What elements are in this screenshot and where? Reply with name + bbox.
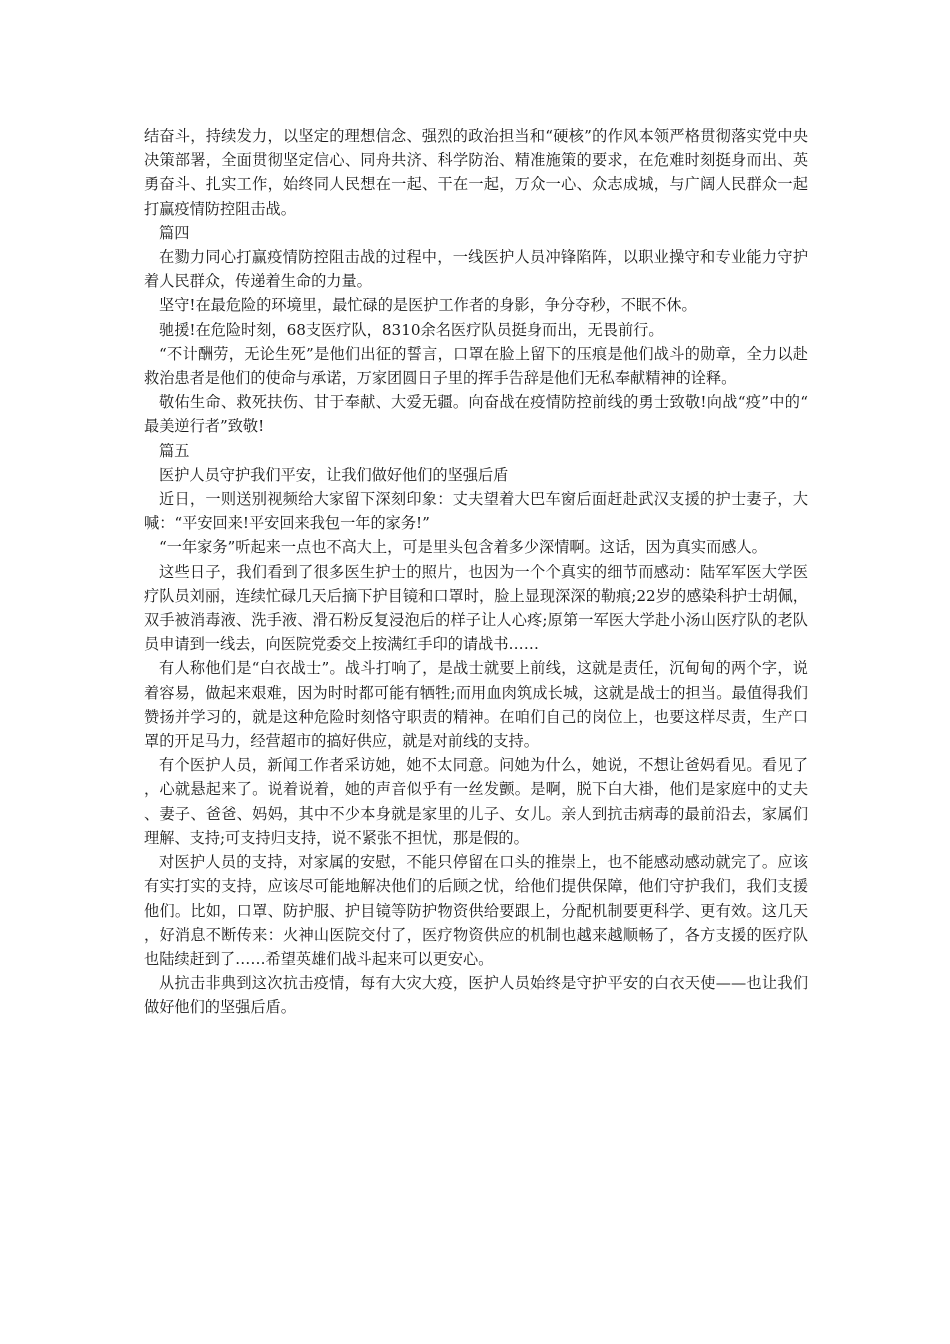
paragraph: 有个医护人员，新闻工作者采访她，她不太同意。问她为什么，她说，不想让爸妈看见。看见了，心就悬起来了。说着说着，她的声音似乎有一丝发颤。是啊，脱下白大褂，他们是家庭中的丈夫、妻子、爸爸、妈妈，其中不少本身就是家里的儿子、女儿。亲人到抗击病毒的最前沿去，家属们理解、支持;可支持归支持，说不紧张不担忧，那是假的。 [144,756,808,847]
paragraph: 从抗击非典到这次抗击疫情，每有大灾大疫，医护人员始终是守护平安的白衣天使——也让我们做好他们的坚强后盾。 [144,974,808,1017]
document-body [144,124,808,1020]
paragraph: 驰援!在危险时刻，68支医疗队，8310余名医疗队员挺身而出，无畏前行。 [159,320,664,339]
section-subtitle: 医护人员守护我们平安，让我们做好他们的坚强后盾 [159,465,509,484]
paragraph: “不计酬劳，无论生死”是他们出征的誓言，口罩在脸上留下的压痕是他们战斗的勋章，全力以赴救治患者是他们的使命与承诺，万家团圆日子里的挥手告辞是他们无私奉献精神的诠释。 [144,344,808,388]
paragraph: 有人称他们是“白衣战士”。战斗打响了，是战士就要上前线，这就是责任，沉甸甸的两个字，说着容易，做起来艰难，因为时时都可能有牺牲;而用血肉筑成长城，这就是战士的担当。最值得我们赞扬并学习的，就是这种危险时刻恪守职责的精神。在咱们自己的岗位上，也要这样尽责，生产口罩的开足马力，经营超市的搞好供应，就是对前线的支持。 [144,659,808,751]
section-heading-5: 篇五 [159,441,190,460]
paragraph: 坚守!在最危险的环境里，最忙碌的是医护工作者的身影，争分夺秒，不眠不休。 [159,296,697,315]
paragraph: “一年家务”听起来一点也不高大上，可是里头包含着多少深情啊。这话，因为真实而感人。 [159,538,767,557]
paragraph-intro-continued: 结奋斗，持续发力，以坚定的理想信念、强烈的政治担当和“硬核”的作风本领严格贯彻落实党中央决策部署，全面贯彻坚定信心、同舟共济、科学防治、精准施策的要求，在危难时刻挺身而出、英勇奋斗、扎实工作，始终同人民想在一起、干在一起，万众一心、众志成城，与广阔人民群众一起打赢疫情防控阻击战。 [144,127,808,218]
section-heading-4: 篇四 [159,223,190,242]
paragraph: 在勠力同心打赢疫情防控阻击战的过程中，一线医护人员冲锋陷阵，以职业操守和专业能力守护着人民群众，传递着生命的力量。 [144,248,808,291]
paragraph: 近日，一则送别视频给大家留下深刻印象：丈夫望着大巴车窗后面赶赴武汉支援的护士妻子，大喊：“平安回来!平安回来我包一年的家务!” [144,490,808,533]
paragraph: 对医护人员的支持，对家属的安慰，不能只停留在口头的推崇上，也不能感动感动就完了。应该有实打实的支持，应该尽可能地解决他们的后顾之忧，给他们提供保障，他们守护我们，我们支援他们。比如，口罩、防护服、护目镜等防护物资供给要跟上，分配机制要更科学、更有效。这几天，好消息不断传来：火神山医院交付了，医疗物资供应的机制也越来越顺畅了，各方支援的医疗队也陆续赶到了……希望英雄们战斗起来可以更安心。 [144,853,808,968]
paragraph: 敬佑生命、救死扶伤、甘于奉献、大爱无疆。向奋战在疫情防控前线的勇士致敬!向战“疫”中的“最美逆行者”致敬! [144,393,808,436]
paragraph: 这些日子，我们看到了很多医生护士的照片，也因为一个个真实的细节而感动：陆军军医大学医疗队员刘丽，连续忙碌几天后摘下护目镜和口罩时，脸上显现深深的勒痕;22岁的感染科护士胡佩，双手被消毒液、洗手液、滑石粉反复浸泡后的样子让人心疼;原第一军医大学赴小汤山医疗队的老队员申请到一线去，向医院党委交上按满红手印的请战书…… [144,562,808,654]
